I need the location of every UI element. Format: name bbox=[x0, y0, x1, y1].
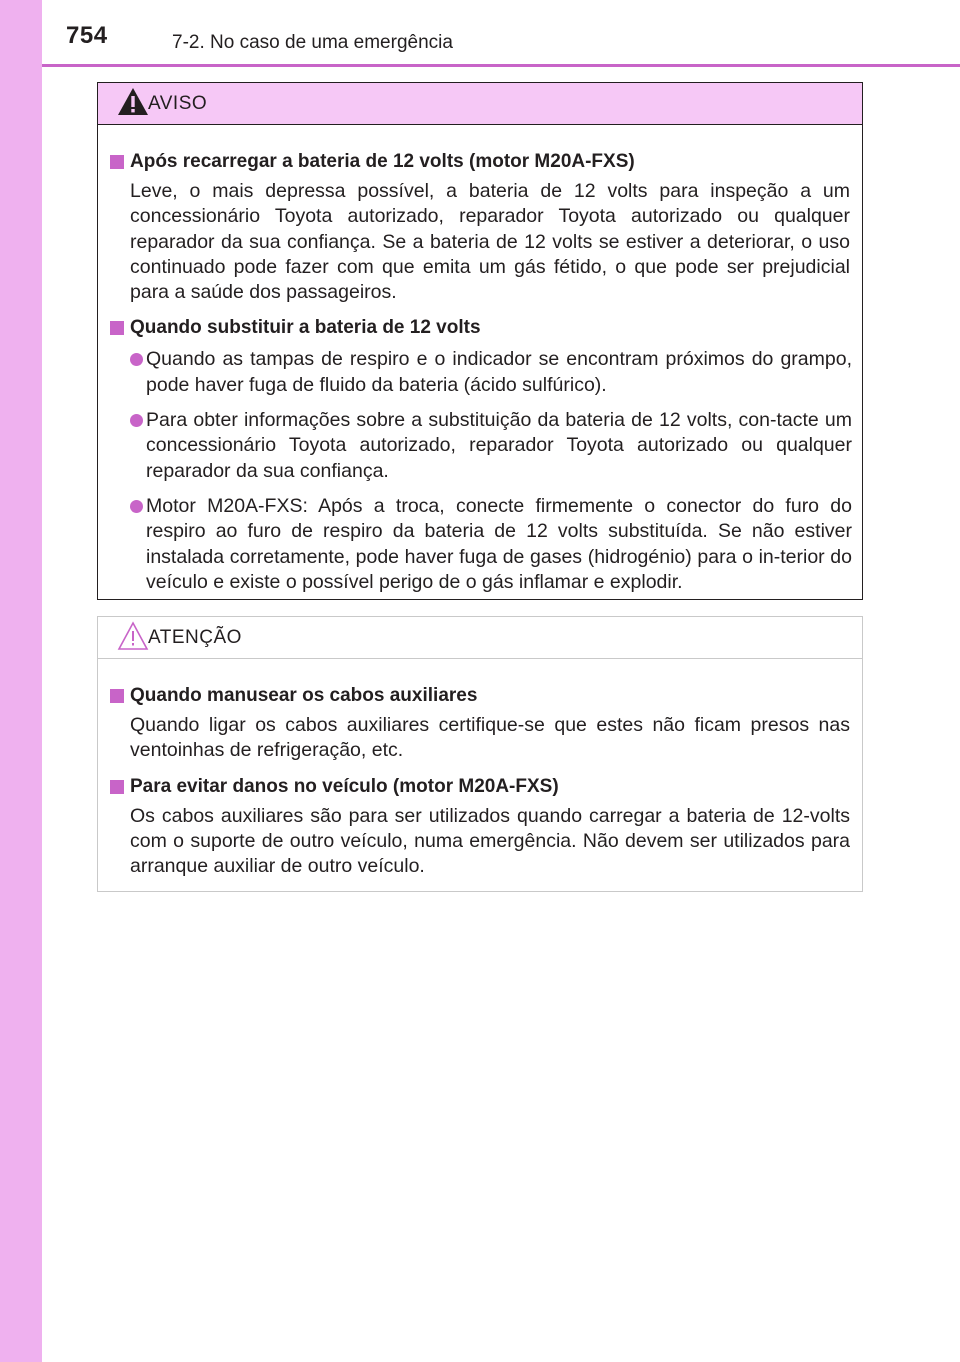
warning-item-title: Quando substituir a bateria de 12 volts bbox=[106, 315, 854, 341]
section-title: 7-2. No caso de uma emergência bbox=[172, 32, 453, 53]
notice-label: ATENÇÃO bbox=[148, 627, 242, 648]
notice-item-title: Para evitar danos no veículo (motor M20A-FXS) bbox=[106, 774, 854, 800]
header-rule bbox=[42, 64, 960, 67]
notice-box-header bbox=[98, 617, 862, 659]
warning-box-header bbox=[98, 83, 862, 125]
chapter-sidebar bbox=[0, 0, 42, 1362]
notice-box bbox=[97, 616, 863, 892]
notice-box-body bbox=[98, 659, 862, 879]
warning-label: AVISO bbox=[148, 93, 208, 114]
caution-triangle-outline-icon bbox=[116, 620, 150, 652]
warning-triangle-filled-icon bbox=[116, 86, 150, 118]
warning-item-text: Leve, o mais depressa possível, a bateria de 12 volts para inspeção a um concessionário Toyota autorizado, reparador Toyota autorizado ou qualquer reparador da sua confiança. Se a bateria de 12 volts se estiver a deteriorar, o uso continuado pode fazer com que emita um gás fétido, o que pode ser prejudicial para a saúde dos passageiros. bbox=[130, 180, 850, 304]
warning-box bbox=[97, 82, 863, 600]
warning-item-title: Após recarregar a bateria de 12 volts (motor M20A-FXS) bbox=[106, 149, 854, 175]
warning-box-body bbox=[98, 125, 862, 595]
warning-bullet: Quando as tampas de respiro e o indicador se encontram próximos do grampo, pode haver fuga de fluido da bateria (ácido sulfúrico). bbox=[106, 347, 854, 398]
warning-bullet: Motor M20A-FXS: Após a troca, conecte firmemente o conector do furo do respiro ao furo de respiro da bateria de 12 volts substituída. Se não estiver instalada corretamente, pode haver fuga de gases (hidrogénio) para o in-terior do veículo e existe o possível perigo de o gás inflamar e explodir. bbox=[106, 494, 854, 595]
notice-item-text: Os cabos auxiliares são para ser utilizados quando carregar a bateria de 12-volts com o suporte de outro veículo, numa emergência. Não devem ser utilizados para arranque auxiliar de outro veículo. bbox=[130, 804, 850, 878]
warning-bullet: Para obter informações sobre a substituição da bateria de 12 volts, con-tacte um concessionário Toyota autorizado, reparador Toyota autorizado ou qualquer reparador da sua confiança. bbox=[106, 408, 854, 484]
notice-item-title: Quando manusear os cabos auxiliares bbox=[106, 683, 854, 709]
page-header bbox=[42, 0, 960, 64]
page-number: 754 bbox=[66, 22, 108, 49]
notice-item-text: Quando ligar os cabos auxiliares certifique-se que estes não ficam presos nas ventoinhas de refrigeração, etc. bbox=[130, 714, 850, 762]
